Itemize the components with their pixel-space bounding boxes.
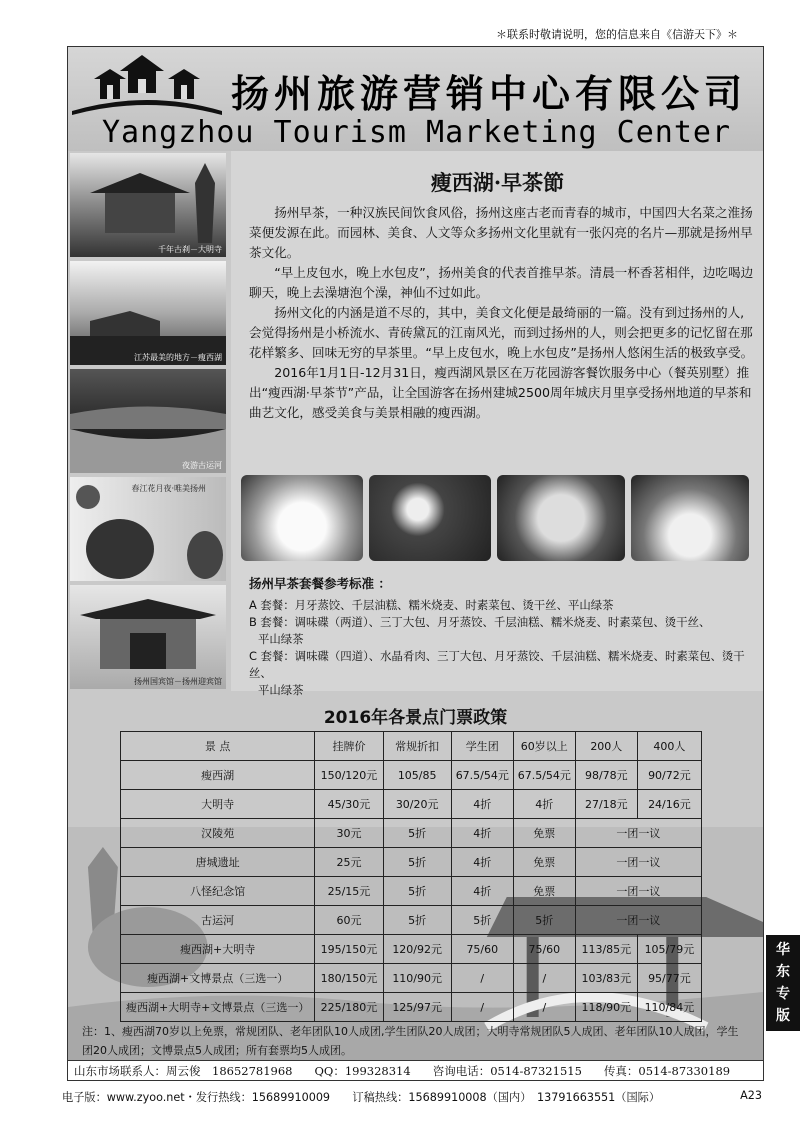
source-note: ＊联系时敬请说明，您的信息来自《信游天下》＊ xyxy=(496,28,738,41)
photo-grand-canal xyxy=(70,369,226,473)
table-cell: 瘦西湖+大明寺 xyxy=(121,935,315,964)
tab-char: 版 xyxy=(776,1008,790,1024)
table-cell: 24/16元 xyxy=(637,790,701,819)
table-cell: 75/60 xyxy=(513,935,575,964)
table-cell: 八怪纪念馆 xyxy=(121,877,315,906)
contact-phone: 咨询电话：0514-87321515 xyxy=(432,1063,582,1078)
table-cell: 118/90元 xyxy=(575,993,637,1022)
article-body xyxy=(249,203,754,423)
photo-caption: 夜游古运河 xyxy=(182,461,222,470)
table-cell: 30/20元 xyxy=(383,790,451,819)
note-line: 注：1、瘦西湖70岁以上免票，常规团队、老年团队10人成团,学生团队20人成团；大明寺常规团队5人成团、老年团队10人成团，学生 xyxy=(82,1025,739,1038)
company-title-en: Yangzhou Tourism Marketing Center xyxy=(102,115,732,150)
photo-caption: 江苏最美的地方－瘦西湖 xyxy=(134,353,222,362)
footer-info: 电子版：www.zyoo.net・发行热线：15689910009 订稿热线：15689910008（国内） 13791663551（国际） xyxy=(62,1091,661,1104)
set-menu-item-cont: 平山绿茶 xyxy=(258,632,304,646)
contact-person: 山东市场联系人：周云俊 18652781968 xyxy=(74,1063,293,1078)
table-row xyxy=(121,877,702,906)
table-cell: 瘦西湖 xyxy=(121,761,315,790)
table-cell: 4折 xyxy=(513,790,575,819)
table-cell: 105/79元 xyxy=(637,935,701,964)
table-cell: 225/180元 xyxy=(315,993,383,1022)
table-header: 200人 xyxy=(575,732,637,761)
table-cell: 5折 xyxy=(383,906,451,935)
food-photo-steamer xyxy=(631,475,749,561)
table-cell: 25/15元 xyxy=(315,877,383,906)
ticket-table xyxy=(120,731,702,1022)
table-cell: 大明寺 xyxy=(121,790,315,819)
table-cell: 5折 xyxy=(383,848,451,877)
table-cell: 110/90元 xyxy=(383,964,451,993)
table-cell: 唐城遗址 xyxy=(121,848,315,877)
article-paragraph: 扬州早茶，一种汉族民间饮食风俗，扬州这座古老而青春的城市，中国四大名菜之淮扬菜便发源在此。而园林、美食、人文等众多扬州文化里就有一张闪亮的名片—那就是扬州早茶文化。 xyxy=(249,205,753,260)
table-cell: 古运河 xyxy=(121,906,315,935)
article-paragraph: “早上皮包水，晚上水包皮”，扬州美食的代表首推早茶。清晨一杯香茗相伴，边吃喝边聊天，晚上去澡塘泡个澡，神仙不过如此。 xyxy=(249,265,754,300)
table-cell: 180/150元 xyxy=(315,964,383,993)
ad-page xyxy=(67,46,764,1081)
page-number: A23 xyxy=(740,1089,762,1102)
photo-state-guesthouse xyxy=(70,585,226,689)
table-cell: 113/85元 xyxy=(575,935,637,964)
header xyxy=(68,47,763,151)
table-cell: 4折 xyxy=(451,819,513,848)
table-cell: 67.5/54元 xyxy=(451,761,513,790)
table-cell: 60元 xyxy=(315,906,383,935)
table-cell: 汉陵苑 xyxy=(121,819,315,848)
table-cell: 瘦西湖+大明寺+文博景点（三选一） xyxy=(121,993,315,1022)
table-cell: 30元 xyxy=(315,819,383,848)
table-cell: 一团一议 xyxy=(575,848,701,877)
article-paragraph: 2016年1月1日-12月31日，瘦西湖风景区在万花园游客餐饮服务中心（餐英别墅）推出“瘦西湖·早茶节”产品，让全国游客在扬州建城2500周年城庆月里享受扬州地道的早茶和曲艺文化，感受美食与美景相融的瘦西湖。 xyxy=(249,365,752,420)
table-cell: / xyxy=(451,964,513,993)
table-cell: 120/92元 xyxy=(383,935,451,964)
ticket-policy-title: 2016年各景点门票政策 xyxy=(323,708,508,728)
table-cell: 27/18元 xyxy=(575,790,637,819)
set-menu-item: C 套餐：调味碟（四道）、水晶肴肉、三丁大包、月牙蒸饺、千层油糕、糯米烧麦、时素菜包、烫干丝、 xyxy=(249,649,745,680)
food-photo-dishes xyxy=(369,475,491,561)
photo-column xyxy=(68,151,228,691)
table-header: 60岁以上 xyxy=(513,732,575,761)
photo-slender-west-lake xyxy=(70,261,226,365)
table-cell: 103/83元 xyxy=(575,964,637,993)
photo-spring-river xyxy=(70,477,226,581)
table-cell: 67.5/54元 xyxy=(513,761,575,790)
table-cell: / xyxy=(513,993,575,1022)
food-photo-dumplings xyxy=(241,475,363,561)
table-cell: 免票 xyxy=(513,877,575,906)
tab-char: 专 xyxy=(776,986,790,1002)
table-cell: 95/77元 xyxy=(637,964,701,993)
table-header-row xyxy=(121,732,702,761)
table-cell: 免票 xyxy=(513,848,575,877)
set-menu-title: 扬州早茶套餐参考标准 ： xyxy=(249,576,391,591)
table-cell: / xyxy=(451,993,513,1022)
table-cell: 5折 xyxy=(451,906,513,935)
company-title: 扬州旅游营销中心有限公司 xyxy=(231,71,748,116)
set-menu-item-cont: 平山绿茶 xyxy=(258,683,304,697)
tab-char: 华 xyxy=(776,942,790,958)
photo-caption: 扬州国宾馆－扬州迎宾馆 xyxy=(134,677,222,686)
set-menu-item: A 套餐：月牙蒸饺、千层油糕、糯米烧麦、时素菜包、烫干丝、平山绿茶 xyxy=(249,598,614,612)
food-photos xyxy=(241,475,761,561)
table-row xyxy=(121,906,702,935)
contact-qq: QQ：199328314 xyxy=(314,1063,411,1078)
set-menu-list xyxy=(249,597,759,699)
table-cell: 75/60 xyxy=(451,935,513,964)
table-cell: 105/85 xyxy=(383,761,451,790)
section-title: 瘦西湖·早茶節 xyxy=(430,170,565,195)
table-header: 学生团 xyxy=(451,732,513,761)
table-cell: 免票 xyxy=(513,819,575,848)
east-china-edition-tab xyxy=(766,935,800,1031)
table-header: 常规折扣 xyxy=(383,732,451,761)
table-cell: 150/120元 xyxy=(315,761,383,790)
tea-festival-section xyxy=(231,151,764,697)
note-line: 团20人成团；文博景点5人成团；所有套票均5人成团。 xyxy=(82,1044,352,1057)
table-row xyxy=(121,819,702,848)
photo-daming-temple xyxy=(70,153,226,257)
table-cell: / xyxy=(513,964,575,993)
table-cell: 195/150元 xyxy=(315,935,383,964)
table-cell: 一团一议 xyxy=(575,877,701,906)
article-paragraph: 扬州文化的内涵是道不尽的，其中，美食文化便是最绮丽的一篇。没有到过扬州的人,会觉得扬州是小桥流水、青砖黛瓦的江南风光，而到过扬州的人，则会把更多的记忆留在那花样繁多、回味无穷的早茶里。“早上皮包水，晚上水包皮”是扬州人悠闲生活的极致享受。 xyxy=(249,305,754,360)
table-row xyxy=(121,935,702,964)
photo-caption: 春江花月夜·唯美扬州 xyxy=(131,484,206,493)
table-cell: 90/72元 xyxy=(637,761,701,790)
table-cell: 125/97元 xyxy=(383,993,451,1022)
table-cell: 110/84元 xyxy=(637,993,701,1022)
table-header: 挂牌价 xyxy=(315,732,383,761)
contact-bar xyxy=(68,1060,763,1080)
tab-char: 东 xyxy=(776,964,790,980)
table-cell: 25元 xyxy=(315,848,383,877)
contact-fax: 传真：0514-87330189 xyxy=(603,1063,731,1078)
pavilion-logo-icon xyxy=(72,49,222,119)
table-row xyxy=(121,848,702,877)
photo-caption: 千年古刹－大明寺 xyxy=(158,245,222,254)
table-header: 400人 xyxy=(637,732,701,761)
table-cell: 5折 xyxy=(383,877,451,906)
table-cell: 45/30元 xyxy=(315,790,383,819)
set-menu-item: B 套餐：调味碟（两道）、三丁大包、月牙蒸饺、千层油糕、糯米烧麦、时素菜包、烫干丝、 xyxy=(249,615,711,629)
table-cell: 5折 xyxy=(513,906,575,935)
food-photo-noodles xyxy=(497,475,625,561)
table-cell: 一团一议 xyxy=(575,819,701,848)
table-row xyxy=(121,761,702,790)
table-cell: 4折 xyxy=(451,848,513,877)
table-row xyxy=(121,993,702,1022)
table-cell: 5折 xyxy=(383,819,451,848)
table-cell: 瘦西湖+文博景点（三选一） xyxy=(121,964,315,993)
table-row xyxy=(121,964,702,993)
page-footer xyxy=(62,1089,762,1105)
ticket-notes xyxy=(82,1022,752,1060)
table-cell: 4折 xyxy=(451,877,513,906)
table-header: 景 点 xyxy=(121,732,315,761)
table-row xyxy=(121,790,702,819)
table-cell: 4折 xyxy=(451,790,513,819)
table-cell: 98/78元 xyxy=(575,761,637,790)
table-cell: 一团一议 xyxy=(575,906,701,935)
